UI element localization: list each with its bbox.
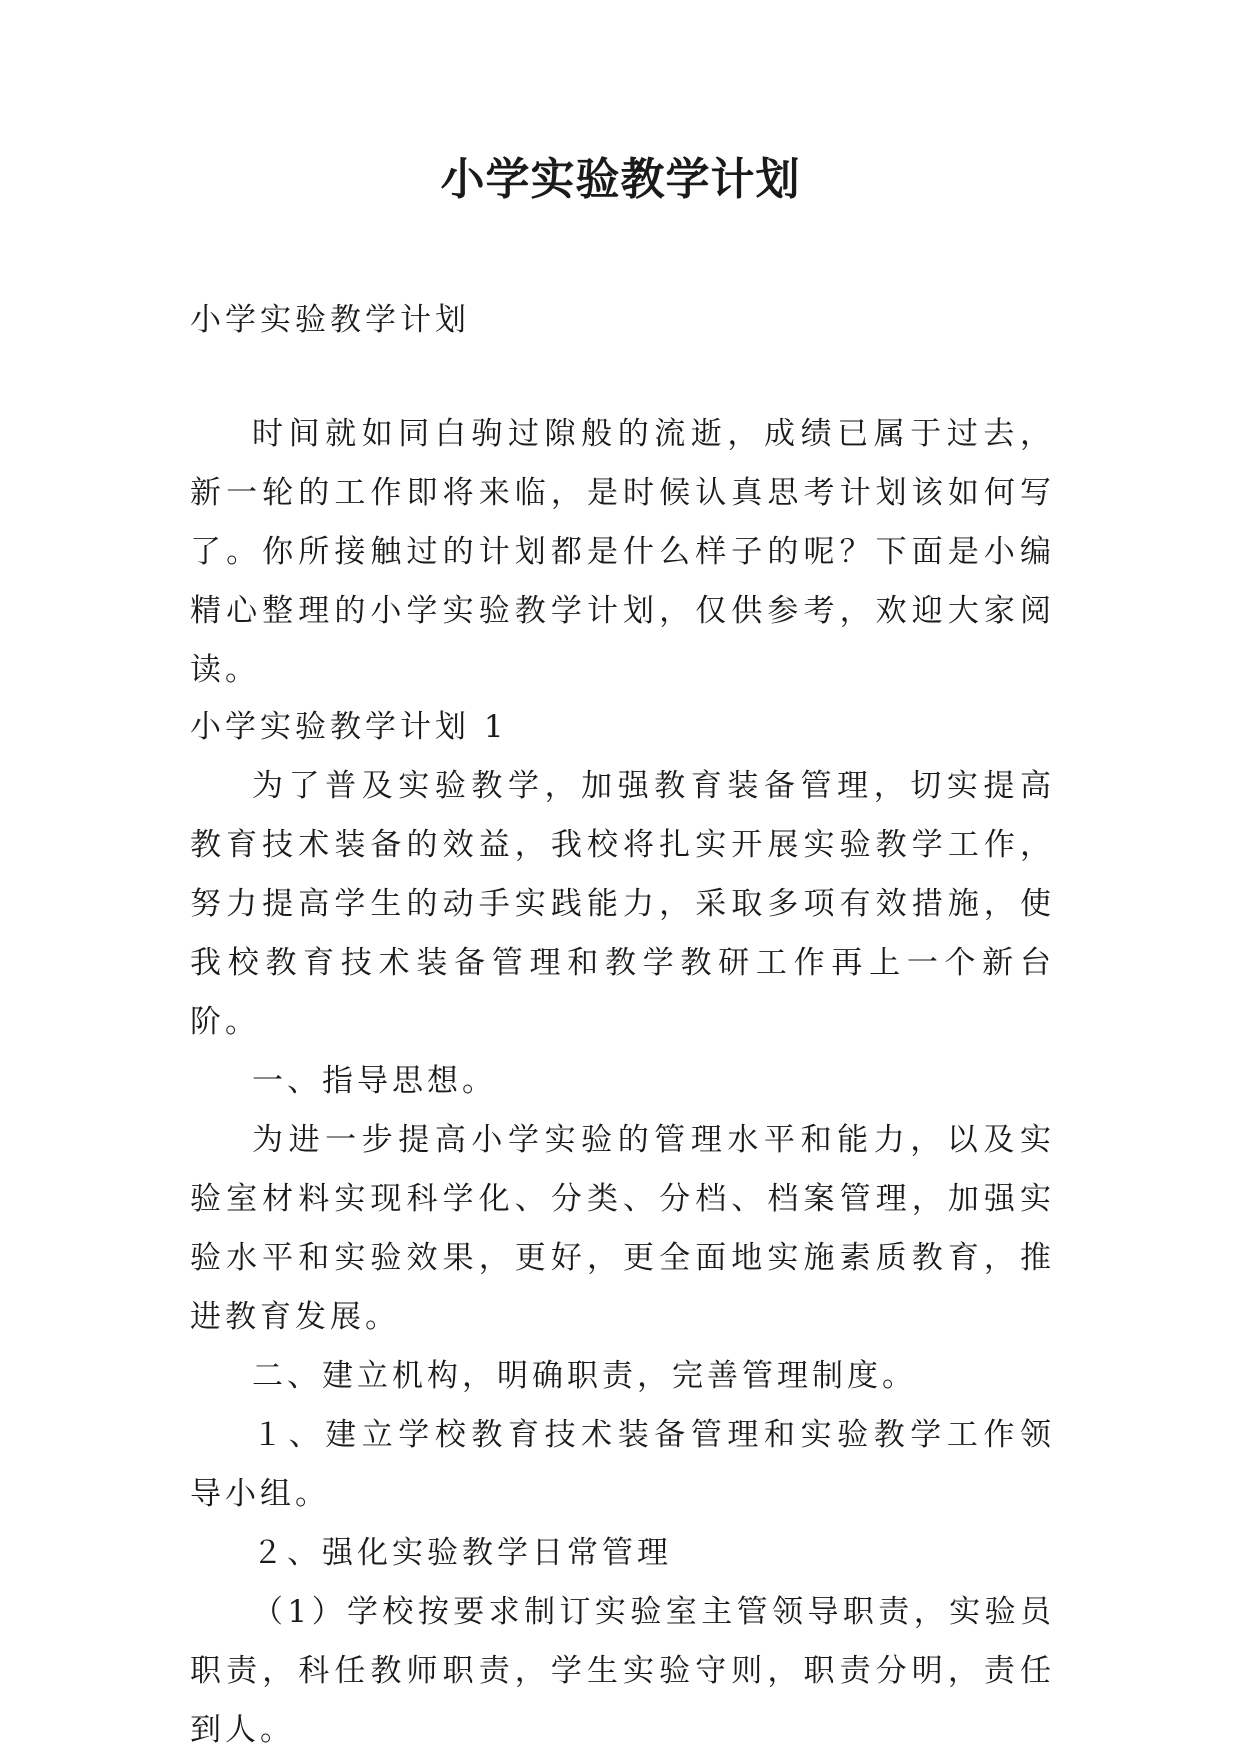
item-2-1-responsibilities: （1）学校按要求制订实验室主管领导职责，实验员职责，科任教师职责，学生实验守则，职责分明，责任到人。 <box>190 1594 1055 1748</box>
paragraph-purpose: 为了普及实验教学，加强教育装备管理，切实提高教育技术装备的效益，我校将扎实开展实验教学工作，努力提高学生的动手实践能力，采取多项有效措施，使我校教育技术装备管理和教学教研工作再上一个新台阶。 <box>190 768 1055 1040</box>
heading-organization: 二、建立机构，明确职责，完善管理制度。 <box>252 1358 917 1394</box>
subtitle-text: 小学实验教学计划 <box>190 302 470 338</box>
heading-guiding-thought: 一、指导思想。 <box>252 1063 497 1099</box>
item-2-daily-management: ２、强化实验教学日常管理 <box>252 1535 672 1571</box>
document-subtitle <box>190 291 1055 350</box>
intro-block <box>190 405 1055 700</box>
document-title: 小学实验教学计划 <box>440 154 801 205</box>
paragraph-guiding-thought: 为进一步提高小学实验的管理水平和能力，以及实验室材料实现科学化、分类、分档、档案管理，加强实验水平和实验效果，更好，更全面地实施素质教育，推进教育发展。 <box>190 1122 1055 1335</box>
section-heading: 小学实验教学计划 1 <box>190 709 508 745</box>
intro-paragraph: 时间就如同白驹过隙般的流逝，成绩已属于过去，新一轮的工作即将来临，是时候认真思考计划该如何写了。你所接触过的计划都是什么样子的呢？下面是小编精心整理的小学实验教学计划，仅供参考，欢迎大家阅读。 <box>190 416 1055 688</box>
section-block <box>190 698 1055 1760</box>
item-1-leadership-group: １、建立学校教育技术装备管理和实验教学工作领导小组。 <box>190 1417 1055 1512</box>
